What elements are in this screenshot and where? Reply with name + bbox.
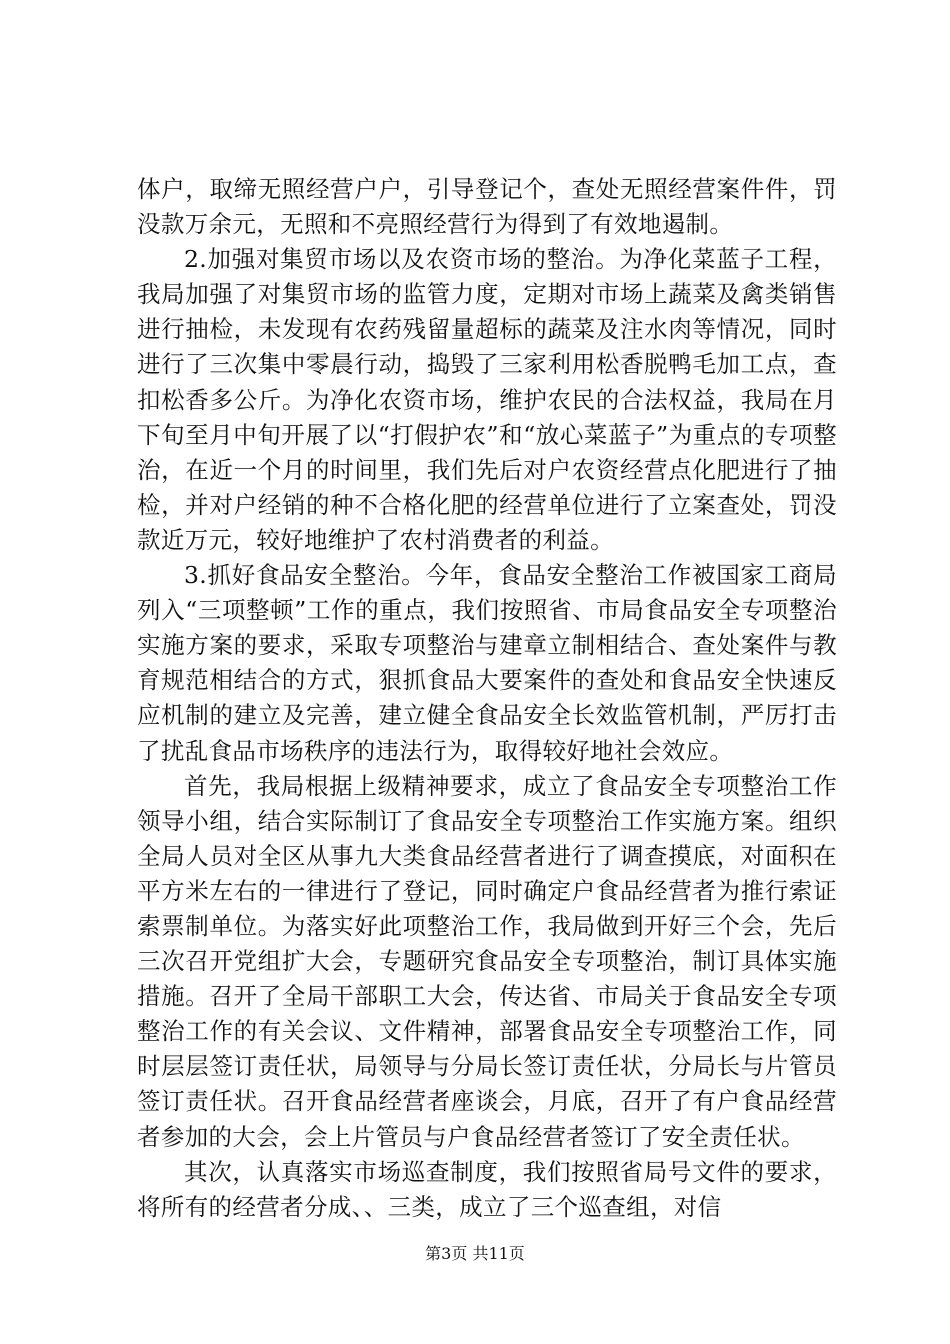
page-number-footer: 第3页 共11页 <box>425 1244 525 1263</box>
paragraph-second-measures: 其次，认真落实市场巡查制度，我们按照省局号文件的要求，将所有的经营者分成、、三类，成立了三个巡查组，对信 <box>137 1157 837 1221</box>
paragraph-food-safety: 3.抓好食品安全整治。今年，食品安全整治工作被国家工商局列入“三项整顿”工作的重点，我们按照省、市局食品安全专项整治实施方案的要求，采取专项整治与建章立制相结合、查处案件与教育规范相结合的方式，狠抓食品大要案件的查处和食品安全快速反应机制的建立及完善，建立健全食品安全长效监管机制，严厉打击了扰乱食品市场秩序的违法行为，取得较好地社会效应。 <box>137 561 837 765</box>
paragraph-first-measures: 首先，我局根据上级精神要求，成立了食品安全专项整治工作领导小组，结合实际制订了食品安全专项整治工作实施方案。组织全局人员对全区从事九大类食品经营者进行了调查摸底，对面积在平方米左右的一律进行了登记，同时确定户食品经营者为推行索证索票制单位。为落实好此项整治工作，我局做到开好三个会，先后三次召开党组扩大会，专题研究食品安全专项整治，制订具体实施措施。召开了全局干部职工大会，传达省、市局关于食品安全专项整治工作的有关会议、文件精神，部署食品安全专项整治工作，同时层层签订责任状，局领导与分局长签订责任状，分局长与片管员签订责任状。召开食品经营者座谈会，月底，召开了有户食品经营者参加的大会，会上片管员与户食品经营者签订了安全责任状。 <box>137 771 837 1151</box>
paragraph-market-rectification: 2.加强对集贸市场以及农资市场的整治。为净化菜蓝子工程，我局加强了对集贸市场的监管力度，定期对市场上蔬菜及禽类销售进行抽检，未发现有农药残留量超标的蔬菜及注水肉等情况，同时进行了三次集中零晨行动，捣毁了三家利用松香脱鸭毛加工点，查扣松香多公斤。为净化农资市场，维护农民的合法权益，我局在月下旬至月中旬开展了以“打假护农”和“放心菜蓝子”为重点的专项整治，在近一个月的时间里，我们先后对户农资经营点化肥进行了抽检，并对户经销的种不合格化肥的经营单位进行了立案查处，罚没款近万元，较好地维护了农村消费者的利益。 <box>137 245 837 554</box>
paragraph-continuation: 体户，取缔无照经营户户，引导登记个，查处无照经营案件件，罚没款万余元，无照和不亮照经营行为得到了有效地遏制。 <box>137 175 837 239</box>
document-body <box>137 172 837 1225</box>
